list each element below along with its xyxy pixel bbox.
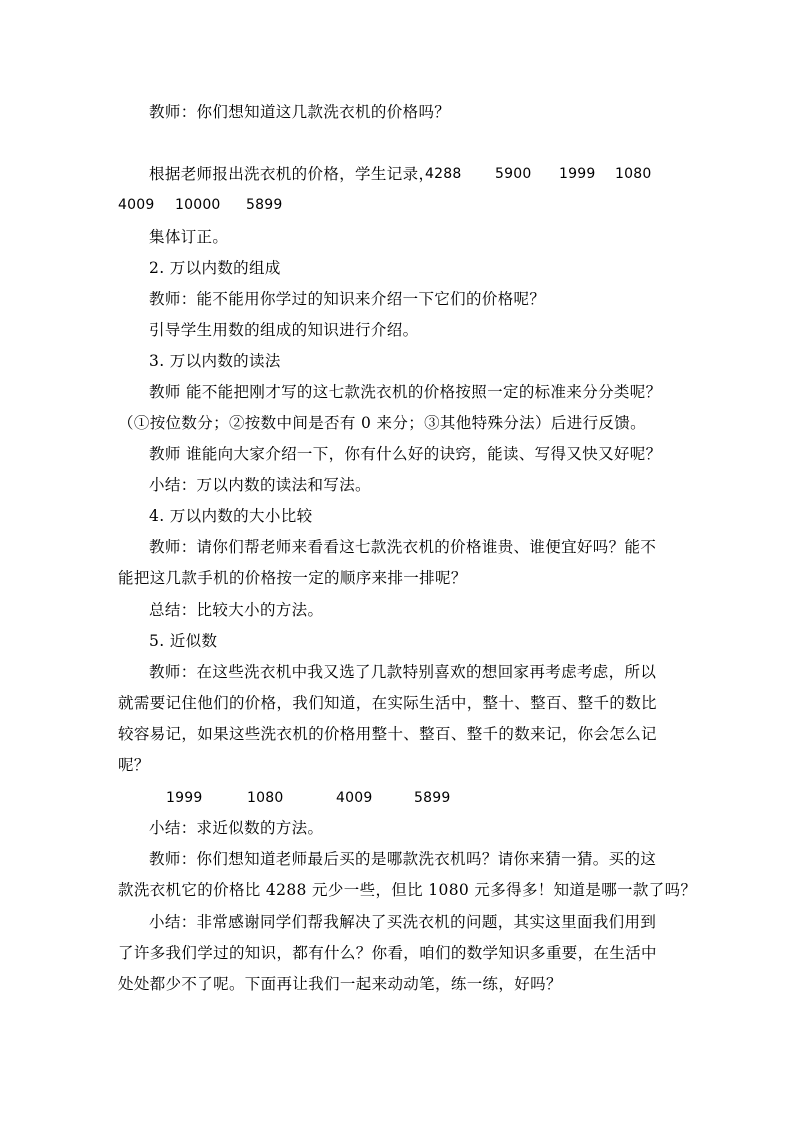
paragraph-line: 就需要记住他们的价格，我们知道，在实际生活中，整十、整百、整千的数比 [118, 694, 657, 712]
paragraph-line: 小结：非常感谢同学们帮我解决了买洗衣机的问题，其实这里面我们用到 [149, 913, 657, 931]
paragraph-line: 处处都少不了呢。下面再让我们一起来动动笔，练一练，好吗？ [118, 975, 562, 993]
paragraph-line: 引导学生用数的组成的知识进行介绍。 [149, 321, 419, 339]
paragraph-line: 教师：在这些洗衣机中我又选了几款特别喜欢的想回家再考虑考虑，所以 [149, 663, 657, 681]
paragraph-line: 教师：你们想知道老师最后买的是哪款洗衣机吗？请你来猜一猜。买的这 [149, 850, 657, 868]
approx-price-value: 5899 [414, 790, 451, 806]
paragraph-line: 教师：你们想知道这几款洗衣机的价格吗？ [149, 103, 451, 121]
paragraph-line: 教师：能不能用你学过的知识来介绍一下它们的价格呢？ [149, 290, 546, 308]
approx-price-value: 1080 [247, 790, 284, 806]
price-value: 4288 [425, 166, 462, 182]
paragraph-line: 能把这几款手机的价格按一定的顺序来排一排呢？ [118, 569, 467, 587]
paragraph-line: 小结：万以内数的读法和写法。 [149, 476, 371, 494]
price-value: 10000 [175, 197, 221, 213]
price-value: 1999 [559, 166, 596, 182]
paragraph-line: 较容易记，如果这些洗衣机的价格用整十、整百、整千的数来记，你会怎么记 [118, 725, 657, 743]
price-value: 4009 [118, 197, 155, 213]
price-value: 5900 [495, 166, 532, 182]
paragraph-line: 集体订正。 [149, 228, 229, 246]
section-heading: 3. 万以内数的读法 [149, 352, 281, 370]
section-heading: 5. 近似数 [149, 632, 218, 650]
section-heading: 2. 万以内数的组成 [149, 259, 281, 277]
section-heading: 4. 万以内数的大小比较 [149, 507, 313, 525]
price-value: 5899 [246, 197, 283, 213]
paragraph-line: （①按位数分；②按数中间是否有 0 来分；③其他特殊分法）后进行反馈。 [118, 414, 646, 432]
paragraph-line: 教师 谁能向大家介绍一下，你有什么好的诀窍，能读、写得又快又好呢？ [149, 445, 662, 463]
price-value: 1080 [615, 166, 652, 182]
paragraph-line: 款洗衣机它的价格比 4288 元少一些，但比 1080 元多得多！知道是哪一款了吗？ [118, 881, 697, 899]
approx-price-value: 1999 [166, 790, 203, 806]
paragraph-line: 教师：请你们帮老师来看看这七款洗衣机的价格谁贵、谁便宜好吗？能不 [149, 538, 657, 556]
approx-price-value: 4009 [336, 790, 373, 806]
paragraph-line: 了许多我们学过的知识，都有什么？你看，咱们的数学知识多重要，在生活中 [118, 944, 657, 962]
paragraph-line: 根据老师报出洗衣机的价格，学生记录， [149, 165, 435, 183]
paragraph-line: 呢？ [118, 756, 150, 774]
paragraph-line: 教师 能不能把刚才写的这七款洗衣机的价格按照一定的标准来分分类呢？ [149, 383, 662, 401]
paragraph-line: 小结：求近似数的方法。 [149, 819, 324, 837]
paragraph-line: 总结：比较大小的方法。 [149, 601, 324, 619]
